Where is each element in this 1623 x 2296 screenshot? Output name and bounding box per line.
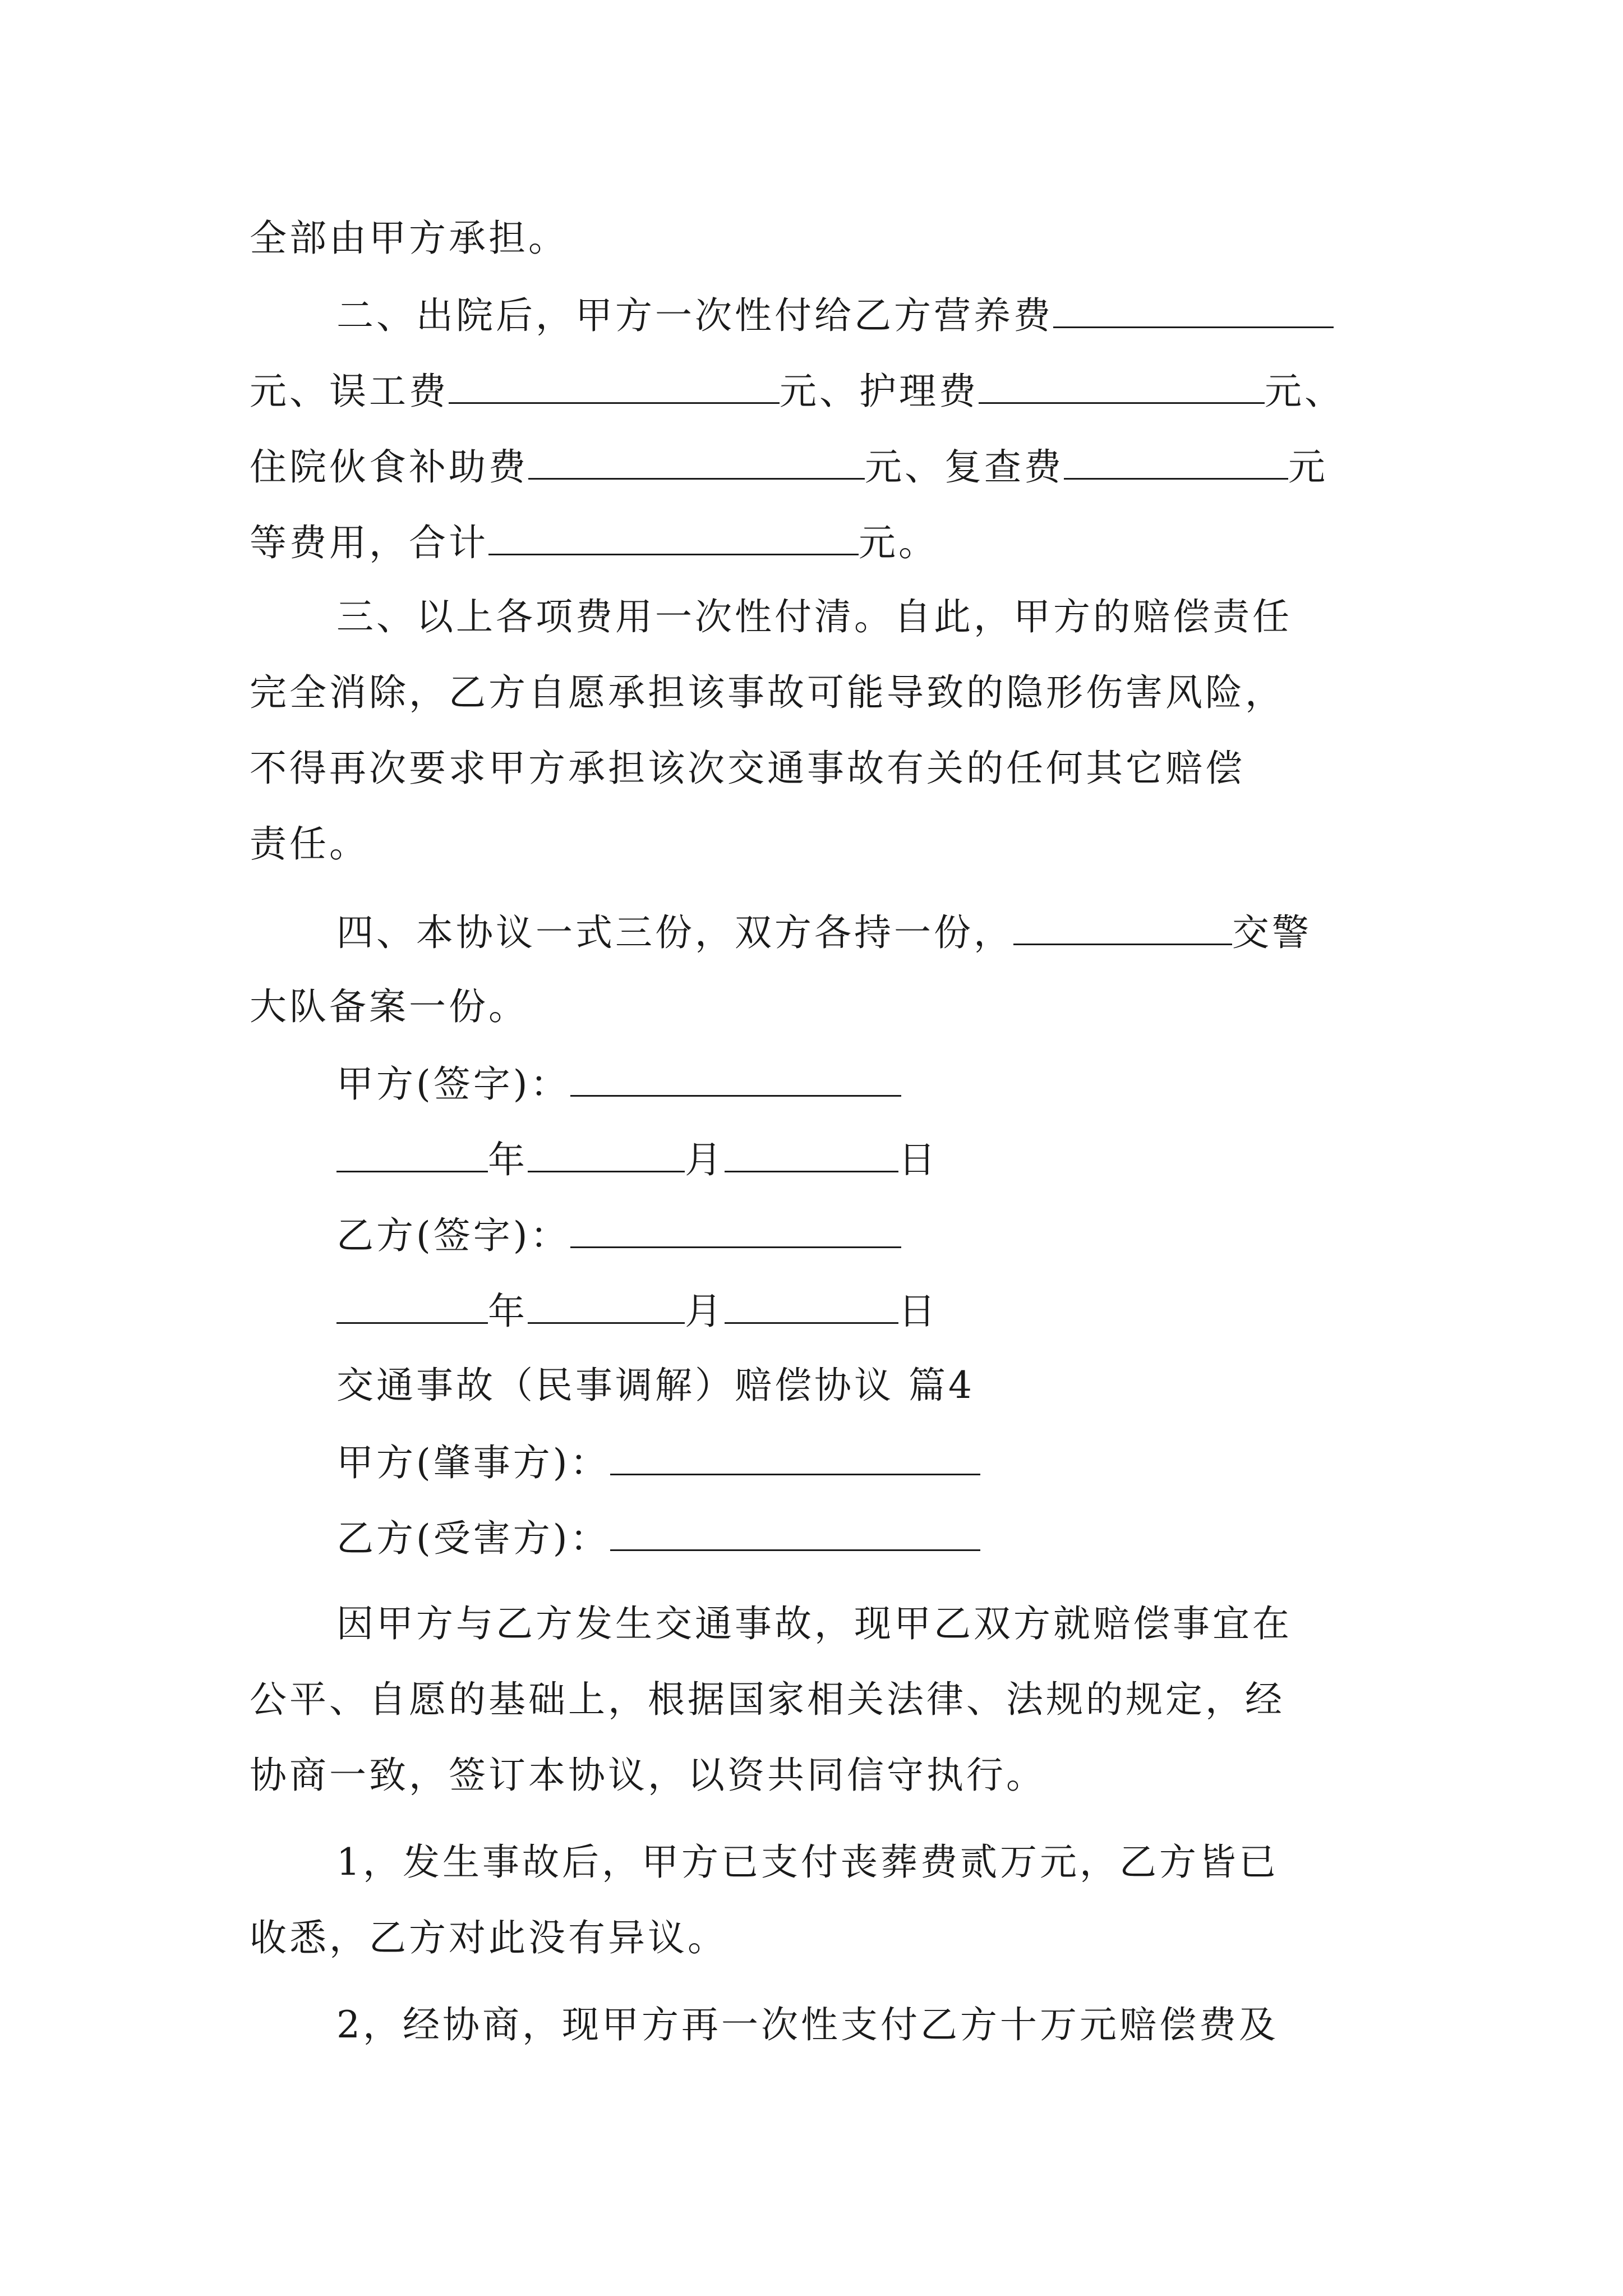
copies-line bbox=[336, 909, 1312, 955]
line-text: 住院伙食补助费 bbox=[250, 445, 528, 489]
text-line bbox=[250, 746, 1245, 791]
nursing-fee-blank[interactable] bbox=[979, 367, 1265, 404]
lost-wages-blank[interactable] bbox=[449, 367, 780, 404]
party-a-line bbox=[336, 1439, 980, 1485]
nutrition-fee-blank[interactable] bbox=[1053, 292, 1334, 328]
year-blank[interactable] bbox=[336, 1287, 488, 1324]
year-blank[interactable] bbox=[336, 1136, 488, 1172]
section-heading-text: 交通事故（民事调解）赔偿协议 篇4 bbox=[336, 1364, 975, 1407]
text-line bbox=[250, 984, 528, 1029]
party-b-signature-line bbox=[336, 1212, 901, 1258]
party-b-line bbox=[336, 1515, 980, 1561]
party-a-date-line bbox=[336, 1136, 938, 1182]
text-line bbox=[250, 216, 568, 261]
month-blank[interactable] bbox=[528, 1287, 685, 1324]
party-a-label: 甲方(肇事方)： bbox=[336, 1441, 610, 1484]
police-brigade-blank[interactable] bbox=[1013, 909, 1232, 945]
line-text: 收悉，乙方对此没有异议。 bbox=[250, 1916, 727, 1959]
line-text: 因甲方与乙方发生交通事故，现甲乙双方就赔偿事宜在 bbox=[336, 1602, 1292, 1645]
line-text: 四、本协议一式三份，双方各持一份， bbox=[336, 911, 1013, 954]
line-text: 公平、自愿的基础上，根据国家相关法律、法规的规定，经 bbox=[250, 1678, 1285, 1721]
text-line bbox=[250, 1753, 1046, 1798]
party-b-label: 乙方(受害方)： bbox=[336, 1517, 610, 1560]
party-a-name-blank[interactable] bbox=[610, 1439, 980, 1475]
line-text: 责任。 bbox=[250, 822, 369, 866]
line-text: 元、复查费 bbox=[865, 445, 1064, 489]
party-a-signature-label: 甲方(签字)： bbox=[336, 1062, 570, 1106]
party-b-name-blank[interactable] bbox=[610, 1515, 980, 1551]
meal-subsidy-blank[interactable] bbox=[528, 443, 865, 480]
line-text: 交警 bbox=[1232, 911, 1312, 954]
month-label: 月 bbox=[685, 1290, 725, 1333]
text-line bbox=[250, 1916, 727, 1961]
text-line bbox=[250, 670, 1285, 715]
recheck-fee-blank[interactable] bbox=[1064, 443, 1288, 480]
line-text: 2，经协商，现甲方再一次性支付乙方十万元赔偿费及 bbox=[336, 2003, 1279, 2046]
section-heading bbox=[336, 1363, 975, 1408]
year-label: 年 bbox=[488, 1138, 528, 1181]
party-a-signature-line bbox=[336, 1060, 901, 1107]
line-text: 全部由甲方承担。 bbox=[250, 217, 568, 260]
line-text: 等费用，合计 bbox=[250, 521, 488, 564]
line-text: 元。 bbox=[859, 521, 938, 564]
line-text: 元、误工费 bbox=[250, 370, 449, 413]
line-text: 三、以上各项费用一次性付清。自此，甲方的赔偿责任 bbox=[336, 595, 1292, 638]
fees-line bbox=[250, 367, 1344, 414]
month-blank[interactable] bbox=[528, 1136, 685, 1172]
line-text: 元、护理费 bbox=[780, 370, 979, 413]
nutrition-fee-line bbox=[336, 292, 1334, 338]
party-b-signature-blank[interactable] bbox=[570, 1212, 901, 1248]
party-b-signature-label: 乙方(签字)： bbox=[336, 1214, 570, 1257]
line-text: 不得再次要求甲方承担该次交通事故有关的任何其它赔偿 bbox=[250, 747, 1245, 790]
text-line bbox=[250, 1677, 1285, 1722]
text-line bbox=[336, 595, 1292, 639]
line-text: 大队备案一份。 bbox=[250, 985, 528, 1028]
line-text: 元、 bbox=[1265, 370, 1344, 413]
total-blank[interactable] bbox=[488, 519, 859, 555]
party-a-signature-blank[interactable] bbox=[570, 1060, 901, 1097]
line-text: 1，发生事故后，甲方已支付丧葬费贰万元，乙方皆已 bbox=[336, 1841, 1279, 1884]
day-label: 日 bbox=[898, 1138, 938, 1181]
day-label: 日 bbox=[898, 1290, 938, 1333]
month-label: 月 bbox=[685, 1138, 725, 1181]
party-b-date-line bbox=[336, 1287, 938, 1334]
text-line bbox=[336, 2003, 1279, 2047]
line-text: 完全消除，乙方自愿承担该事故可能导致的隐形伤害风险， bbox=[250, 671, 1285, 714]
text-line bbox=[250, 822, 369, 867]
text-line bbox=[336, 1602, 1292, 1646]
text-line bbox=[336, 1840, 1279, 1885]
fees-line bbox=[250, 443, 1328, 490]
total-line bbox=[250, 519, 938, 565]
line-text: 二、出院后，甲方一次性付给乙方营养费 bbox=[336, 294, 1053, 337]
year-label: 年 bbox=[488, 1290, 528, 1333]
line-text: 元 bbox=[1288, 445, 1328, 489]
line-text: 协商一致，签订本协议，以资共同信守执行。 bbox=[250, 1754, 1046, 1797]
day-blank[interactable] bbox=[725, 1287, 898, 1324]
day-blank[interactable] bbox=[725, 1136, 898, 1172]
